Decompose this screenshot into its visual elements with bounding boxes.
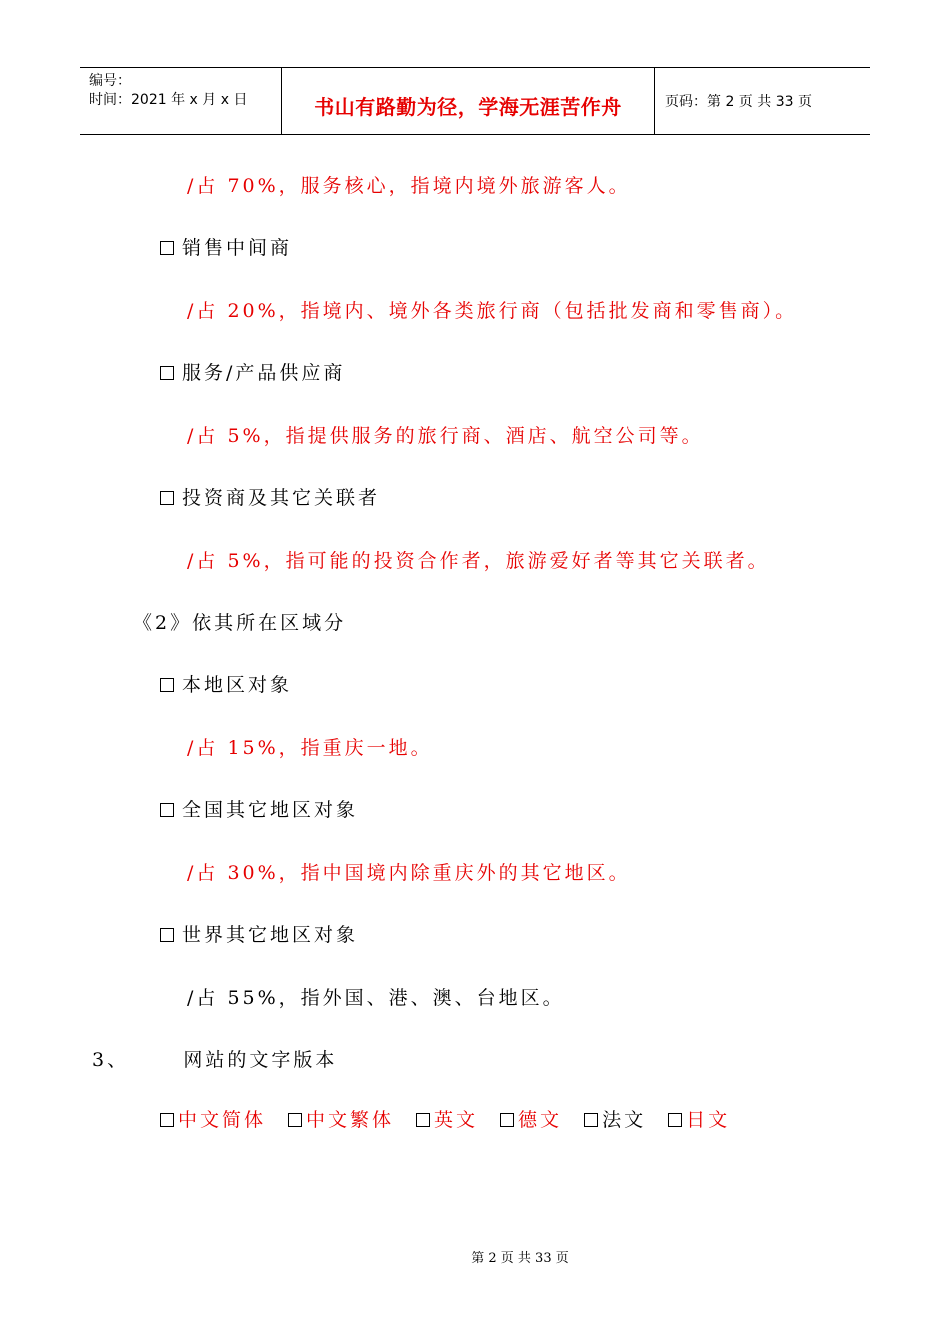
checkbox[interactable] (160, 928, 174, 942)
item-label: 世界其它地区对象 (182, 924, 359, 946)
share-investors: /占 5%，指可能的投资合作者，旅游爱好者等其它关联者。 (187, 550, 770, 572)
number-label: 编号： (89, 73, 131, 89)
item-investors (160, 486, 380, 510)
item-national (160, 798, 358, 822)
lang-traditional-chinese[interactable] (288, 1108, 394, 1132)
checkbox[interactable] (500, 1113, 514, 1127)
checkbox[interactable] (160, 241, 174, 255)
lang-simplified-chinese[interactable] (160, 1108, 266, 1132)
lang-japanese[interactable] (668, 1108, 730, 1132)
checkbox[interactable] (160, 678, 174, 692)
header-motto: 书山有路勤为径，学海无涯苦作舟 (282, 68, 655, 134)
lang-label: 日文 (686, 1109, 731, 1131)
item-label: 本地区对象 (182, 674, 293, 696)
checkbox[interactable] (668, 1113, 682, 1127)
item-sales-intermediary (160, 236, 292, 260)
section-by-region: 《2》依其所在区域分 (133, 612, 347, 634)
checkbox[interactable] (160, 803, 174, 817)
share-world (187, 986, 565, 1010)
item-label: 销售中间商 (182, 237, 293, 259)
share-local: /占 15%，指重庆一地。 (187, 737, 433, 759)
page-footer: 第 2 页 共 33 页 (471, 1251, 569, 1266)
header-page-info: 页码：第 2 页 共 33 页 (665, 94, 812, 110)
section-languages: 3、 网站的文字版本 (92, 1049, 338, 1071)
item-label: 服务/产品供应商 (182, 362, 346, 384)
page-header (80, 67, 870, 135)
time-label: 时间：2021 年 x 月 x 日 (89, 92, 248, 108)
item-local (160, 673, 292, 697)
share-intermediary: /占 20%，指境内、境外各类旅行商（包括批发商和零售商）。 (187, 300, 798, 322)
lang-label: 中文简体 (178, 1109, 267, 1131)
share-customers: /占 70%，服务核心，指境内境外旅游客人。 (187, 175, 631, 197)
lang-label: 中文繁体 (306, 1109, 395, 1131)
lang-french[interactable] (584, 1108, 646, 1132)
item-label: 全国其它地区对象 (182, 799, 359, 821)
checkbox[interactable] (160, 491, 174, 505)
item-suppliers (160, 361, 345, 385)
item-label: 投资商及其它关联者 (182, 487, 381, 509)
checkbox[interactable] (160, 1113, 174, 1127)
share-national: /占 30%，指中国境内除重庆外的其它地区。 (187, 862, 631, 884)
lang-english[interactable] (416, 1108, 478, 1132)
lang-label: 法文 (602, 1109, 647, 1131)
checkbox[interactable] (288, 1113, 302, 1127)
lang-label: 德文 (518, 1109, 563, 1131)
share-world-text: /占 55%，指外国、港、澳、台地区。 (187, 987, 565, 1009)
share-suppliers: /占 5%，指提供服务的旅行商、酒店、航空公司等。 (187, 425, 704, 447)
checkbox[interactable] (160, 366, 174, 380)
lang-german[interactable] (500, 1108, 562, 1132)
lang-label: 英文 (434, 1109, 479, 1131)
item-world (160, 923, 358, 947)
checkbox[interactable] (584, 1113, 598, 1127)
checkbox[interactable] (416, 1113, 430, 1127)
language-options (160, 1108, 752, 1132)
header-meta (80, 68, 282, 134)
